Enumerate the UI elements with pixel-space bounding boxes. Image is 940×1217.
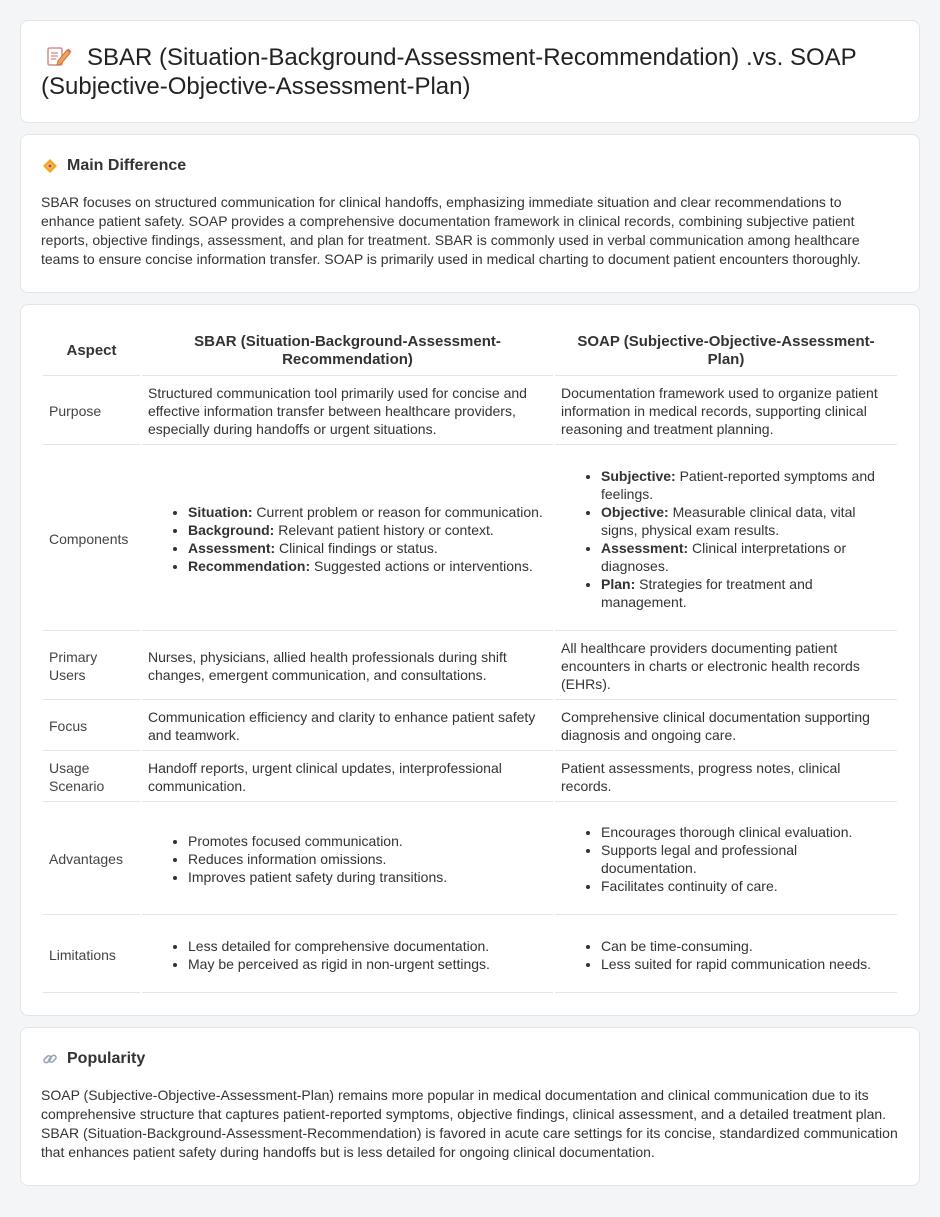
aspect-cell: Purpose [43,378,140,445]
main-difference-card [20,134,920,293]
list-item: • Background: Relevant patient history or context. [188,521,547,539]
soap-cell: Documentation framework used to organize patient information in medical records, supporting clinical reasoning and treatment planning. [555,378,897,445]
list-item: • Facilitates continuity of care. [601,877,891,895]
page-title-text: SBAR (Situation-Background-Assessment-Recommendation) .vs. SOAP (Subjective-Objective-Assessment-Plan) [41,44,857,100]
header-aspect: Aspect [43,327,140,376]
list-item: • Less detailed for comprehensive documentation. [188,937,547,955]
list-item: • Promotes focused communication. [188,832,547,850]
aspect-cell: Limitations [43,917,140,993]
list-item: • Situation: Current problem or reason for communication. [188,503,547,521]
list-item: • Subjective: Patient-reported symptoms and feelings. [601,467,891,503]
list-item: • Objective: Measurable clinical data, vital signs, physical exam results. [601,503,891,539]
soap-cell [555,447,897,631]
main-difference-heading [41,157,899,175]
sbar-cell: Structured communication tool primarily used for concise and effective information transfer between healthcare providers, especially during handoffs or urgent situations. [142,378,553,445]
table-row [43,804,897,915]
sbar-components-list [148,503,547,575]
list-item: • May be perceived as rigid in non-urgent settings. [188,955,547,973]
aspect-cell: Primary Users [43,633,140,700]
sbar-cell [142,447,553,631]
link-icon [41,1050,59,1068]
header-soap: SOAP (Subjective-Objective-Assessment-Plan) [555,327,897,376]
popularity-card [20,1027,920,1186]
table-row [43,378,897,445]
sbar-cell: Communication efficiency and clarity to enhance patient safety and teamwork. [142,702,553,751]
list-item: • Assessment: Clinical interpretations or diagnoses. [601,539,891,575]
popularity-title: Popularity [67,1050,146,1067]
list-item: • Reduces information omissions. [188,850,547,868]
sbar-cell [142,804,553,915]
soap-cell [555,917,897,993]
soap-components-list [561,467,891,611]
list-item: • Recommendation: Suggested actions or interventions. [188,557,547,575]
table-row [43,633,897,700]
aspect-cell: Usage Scenario [43,753,140,802]
list-item: • Less suited for rapid communication needs. [601,955,891,973]
page-title [41,43,899,101]
table-row [43,753,897,802]
soap-advantages-list [561,823,891,895]
diamond-warning-icon [41,157,59,175]
sbar-limitations-list [148,937,547,973]
list-item: • Encourages thorough clinical evaluation. [601,823,891,841]
list-item: • Assessment: Clinical findings or status. [188,539,547,557]
sbar-advantages-list [148,832,547,886]
table-row [43,917,897,993]
aspect-cell: Advantages [43,804,140,915]
list-item: • Supports legal and professional documentation. [601,841,891,877]
sbar-cell: Nurses, physicians, allied health professionals during shift changes, emergent communication, and consultations. [142,633,553,700]
aspect-cell: Focus [43,702,140,751]
aspect-cell: Components [43,447,140,631]
table-row [43,447,897,631]
popularity-heading [41,1050,899,1068]
list-item: • Can be time-consuming. [601,937,891,955]
soap-cell: Patient assessments, progress notes, clinical records. [555,753,897,802]
memo-pencil-icon [45,45,73,67]
comparison-card [20,304,920,1016]
soap-limitations-list [561,937,891,973]
title-card [20,20,920,123]
table-header-row [43,327,897,376]
soap-cell [555,804,897,915]
header-sbar: SBAR (Situation-Background-Assessment-Recommendation) [142,327,553,376]
sbar-cell [142,917,553,993]
sbar-cell: Handoff reports, urgent clinical updates, interprofessional communication. [142,753,553,802]
list-item: • Improves patient safety during transitions. [188,868,547,886]
table-row [43,702,897,751]
soap-cell: Comprehensive clinical documentation supporting diagnosis and ongoing care. [555,702,897,751]
list-item: • Plan: Strategies for treatment and management. [601,575,891,611]
main-difference-text: SBAR focuses on structured communication for clinical handoffs, emphasizing immediate situation and clear recommendations to enhance patient safety. SOAP provides a comprehensive documentation framework in clinical records, combining subjective patient reports, objective findings, assessment, and plan for treatment. SBAR is commonly used in verbal communication among healthcare teams to ensure concise information transfer. SOAP is primarily used in medical charting to document patient encounters thoroughly. [41,194,861,267]
comparison-table [41,325,899,995]
soap-cell: All healthcare providers documenting patient encounters in charts or electronic health records (EHRs). [555,633,897,700]
popularity-text: SOAP (Subjective-Objective-Assessment-Plan) remains more popular in medical documentation and clinical communication due to its comprehensive structure that captures patient-reported symptoms, objective findings, clinical assessment, and a detailed treatment plan. SBAR (Situation-Background-Assessment-Recommendation) is favored in acute care settings for its concise, standardized communication that enhances patient safety during handoffs but is less detailed for ongoing clinical documentation. [41,1087,898,1160]
main-difference-title: Main Difference [67,157,187,174]
